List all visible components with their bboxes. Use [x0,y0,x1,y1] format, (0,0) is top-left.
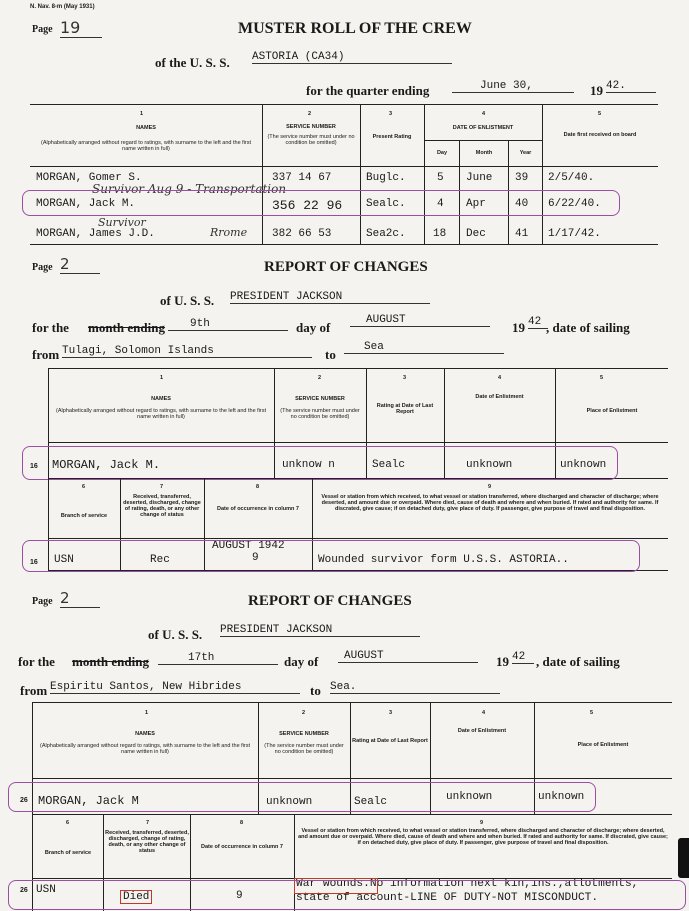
r2-col-num-4: 4 [482,710,486,716]
muster-row-1-rating: Buglc. [366,172,406,184]
muster-row-2-month: Apr [466,198,486,210]
report1-title: REPORT OF CHANGES [264,259,428,275]
col-service-sub: (The service number must under no condition be omitted) [267,134,355,146]
report1-ship: PRESIDENT JACKSON [230,291,430,304]
highlight-report1-row [22,446,618,480]
r2-col-num-6: 6 [66,820,70,826]
page-edge-shadow [678,838,689,878]
r1-col-num-5: 5 [600,375,604,381]
r1-col-num-6: 6 [82,484,86,490]
r2-col-num-5: 5 [590,710,594,716]
report2-to-label: to [310,683,321,698]
quarter-year: 42. [606,80,656,93]
report1-page-number: 2 [60,255,100,274]
report1-page-label: Page [32,262,53,273]
report2-change: Died [120,890,152,904]
hand-note-survivor: Survivor Aug 9 - Transportation [92,182,287,196]
r2-col-num-3: 3 [389,710,393,716]
report2-date: 17th [158,652,278,665]
r2-col-num-9: 9 [480,820,484,826]
quarter-date: June 30, [452,80,574,93]
report2-from-place: Espiritu Santos, New Hibrides [50,681,300,694]
report2-struck-month-ending: month ending [72,654,149,669]
r2-col-enlist-date: Date of Enlistment [457,728,507,734]
report2-remarks-1: War wounds.No information next kin,ins.,allotments, [296,878,639,890]
report2-service: unknown [266,796,313,808]
report1-to-place: Sea [344,341,504,354]
r1-col-branch: Branch of service [60,513,108,519]
report1-to-label: to [325,347,336,362]
col-num-1: 1 [140,111,144,117]
muster-title: MUSTER ROLL OF THE CREW [238,20,472,37]
form-id: N. Nav. 8-m (May 1931) [30,4,95,10]
report1-from-place: Tulagi, Solomon Islands [62,345,312,358]
r2-col-vessel: Vessel or station from which received, to what vessel or station transferred, where discharged and character of discharge; where deserted, and amount due or overpaid. Where died, cause of death and where and when buried. If rated and authority for same. If discrated, give cause; if on detached duty, give place of duty. If passenger, give purpose of travel and final disposition. [298,828,668,846]
r1-col-occurrence: Date of occurrence in column 7 [217,506,299,512]
muster-row-3-year: 41 [515,228,529,240]
report1-row-num-lower: 16 [30,559,38,566]
report1-row-num: 16 [30,463,38,470]
muster-row-2-rating: Sealc. [366,198,406,210]
report2-page-label: Page [32,596,53,607]
muster-row-3-service: 382 66 53 [272,228,332,240]
report2-from-label: from [20,683,48,698]
report2-page-number: 2 [60,589,100,608]
r1-col-names-sub: (Alphabetically arranged without regard to ratings, with surname to the left and the first name written in full) [55,408,267,420]
r2-col-branch: Branch of service [44,850,92,856]
report1-date: 9th [168,318,288,331]
report2-for-the: for the [18,654,55,669]
muster-row-2-name: MORGAN, Jack M. [36,198,136,210]
r1-col-num-1: 1 [160,375,164,381]
col-enlist-header: DATE OF ENLISTMENT [452,125,514,131]
report1-enlist-place: unknown [560,459,607,471]
report2-enlist-date: unknown [446,791,493,803]
r1-col-num-9: 9 [488,484,492,490]
report2-branch: USN [36,884,56,896]
muster-row-1-service: 337 14 67 [272,172,332,184]
report2-year: 42 [512,651,534,664]
report1-ship-label: of U. S. S. [160,293,215,308]
report1-from-label: from [32,347,60,362]
col-num-5: 5 [598,111,602,117]
report1-year: 42 [528,316,548,329]
muster-row-1-day: 5 [437,172,444,184]
muster-row-1-received: 2/5/40. [548,172,595,184]
highlight-report1-change [22,540,640,572]
hand-note-rrome: Rrome [210,226,248,239]
report2-name: MORGAN, Jack M [38,794,139,808]
r2-col-received: Received, transferred, deserted, discharged, change of rating, death, or any other change of status [105,830,189,854]
r1-col-enlist-date: Date of Enlistment [475,394,524,400]
col-num-2: 2 [308,111,312,117]
report1-sailing-label: , date of sailing [546,320,630,335]
report1-rating: Sealc [372,459,406,471]
r2-col-names-sub: (Alphabetically arranged without regard to ratings, with surname to the left and the first name written in full) [39,743,251,755]
r2-col-names: NAMES [135,731,155,737]
r2-col-num-2: 2 [302,710,306,716]
report2-month: AUGUST [338,650,478,663]
report1-month: AUGUST [350,314,490,327]
r1-col-num-3: 3 [403,375,407,381]
report1-remarks: Wounded survivor form U.S.S. ASTORIA.. [318,554,569,566]
muster-row-2-service: 356 22 96 [272,198,343,213]
muster-row-3-name: MORGAN, James J.D. [36,228,155,240]
muster-row-3-month: Dec [466,228,486,240]
r2-col-num-7: 7 [146,820,150,826]
muster-row-2-day: 4 [437,198,444,210]
quarter-year-prefix: 19 [590,83,603,98]
col-num-3: 3 [389,111,393,117]
r1-col-names: NAMES [151,396,171,402]
highlight-report2-row [8,782,596,812]
r1-col-vessel: Vessel or station from which received, to what vessel or station transferred, where discharged and character of discharge; where deserted, and amount due or overpaid. Where died, cause of death and where and when buried. If rated and authority for same. If discrated, give cause; if on detached duty, give place of duty. If passenger, give purpose of travel and final disposition. [321,494,659,512]
r2-col-num-1: 1 [145,710,149,716]
report1-occ-day: 9 [252,552,259,564]
r1-col-received: Received, transferred, deserted, discharged, change of rating, death, or any other change of status [123,494,201,518]
r1-col-num-4: 4 [498,375,502,381]
r2-col-enlist-place: Place of Enlistment [577,742,629,748]
report1-enlist-date: unknown [466,459,513,471]
report2-day-of: day of [284,654,319,669]
col-received-header: Date first received on board [563,132,637,138]
ship-name: ASTORIA (CA34) [252,51,452,64]
col-day: Day [436,150,448,156]
report1-change: Rec [150,554,170,566]
col-year: Year [519,150,532,156]
report1-year-prefix: 19 [512,320,525,335]
report2-row-num-lower: 26 [20,887,28,894]
muster-row-1-name: MORGAN, Gomer S. [36,172,142,184]
col-month: Month [475,150,493,156]
report2-row-num: 26 [20,797,28,804]
r1-col-num-7: 7 [160,484,164,490]
report2-ship: PRESIDENT JACKSON [220,624,420,637]
report1-struck-month-ending: month ending [88,320,165,335]
muster-row-3-day: 18 [433,228,447,240]
report2-occ-day: 9 [236,890,243,902]
col-rating-header: Present Rating [372,134,412,140]
r1-col-num-2: 2 [318,375,322,381]
page-number: 19 [60,18,102,38]
report2-ship-label: of U. S. S. [148,627,203,642]
muster-row-3-received: 1/17/42. [548,228,601,240]
report1-occ-month: AUGUST 1942 [212,540,285,552]
report2-to-place: Sea. [330,681,500,694]
r2-col-rating: Rating at Date of Last Report [352,738,428,744]
col-names-sub: (Alphabetically arranged without regard to ratings, with surname to the left and the first name written in full) [40,140,252,152]
report2-rating: Sealc [354,796,388,808]
r2-col-service: SERVICE NUMBER [279,731,329,737]
highlight-report2-change [8,880,686,910]
report2-remarks-2: state of account-LINE OF DUTY-NOT MISCONDUCT. [296,892,599,904]
report1-name: MORGAN, Jack M. [52,458,161,472]
report2-enlist-place: unknown [538,791,585,803]
col-names-header: NAMES [136,125,156,131]
r2-col-service-sub: (The service number must under no condition be omitted) [264,743,344,755]
muster-row-2-year: 40 [515,198,529,210]
report2-year-prefix: 19 [496,654,509,669]
muster-row-3-rating: Sea2c. [366,228,406,240]
col-service-header: SERVICE NUMBER [286,124,336,130]
report1-branch: USN [54,554,74,566]
muster-row-2-received: 6/22/40. [548,198,601,210]
ship-label: of the U. S. S. [155,55,230,70]
r1-col-rating: Rating at Date of Last Report [376,403,434,415]
quarter-label: for the quarter ending [306,83,430,98]
r1-col-num-8: 8 [256,484,260,490]
hand-note-survivor-2: Survivor [98,216,146,229]
r1-col-service-sub: (The service number must under no condition be omitted) [280,408,360,420]
report2-title: REPORT OF CHANGES [248,593,412,609]
muster-row-1-year: 39 [515,172,529,184]
muster-row-1-month: June [466,172,493,184]
col-num-4: 4 [482,111,486,117]
r2-col-occurrence: Date of occurrence in column 7 [201,844,283,850]
report1-day-of: day of [296,320,331,335]
report2-sailing-label: , date of sailing [536,654,620,669]
r1-col-enlist-place: Place of Enlistment [586,408,638,414]
report1-for-the: for the [32,320,69,335]
r1-col-service: SERVICE NUMBER [295,396,345,402]
highlight-muster-row [22,190,620,216]
report1-service: unknow n [282,459,335,471]
page-label: Page [32,24,53,35]
r2-col-num-8: 8 [240,820,244,826]
